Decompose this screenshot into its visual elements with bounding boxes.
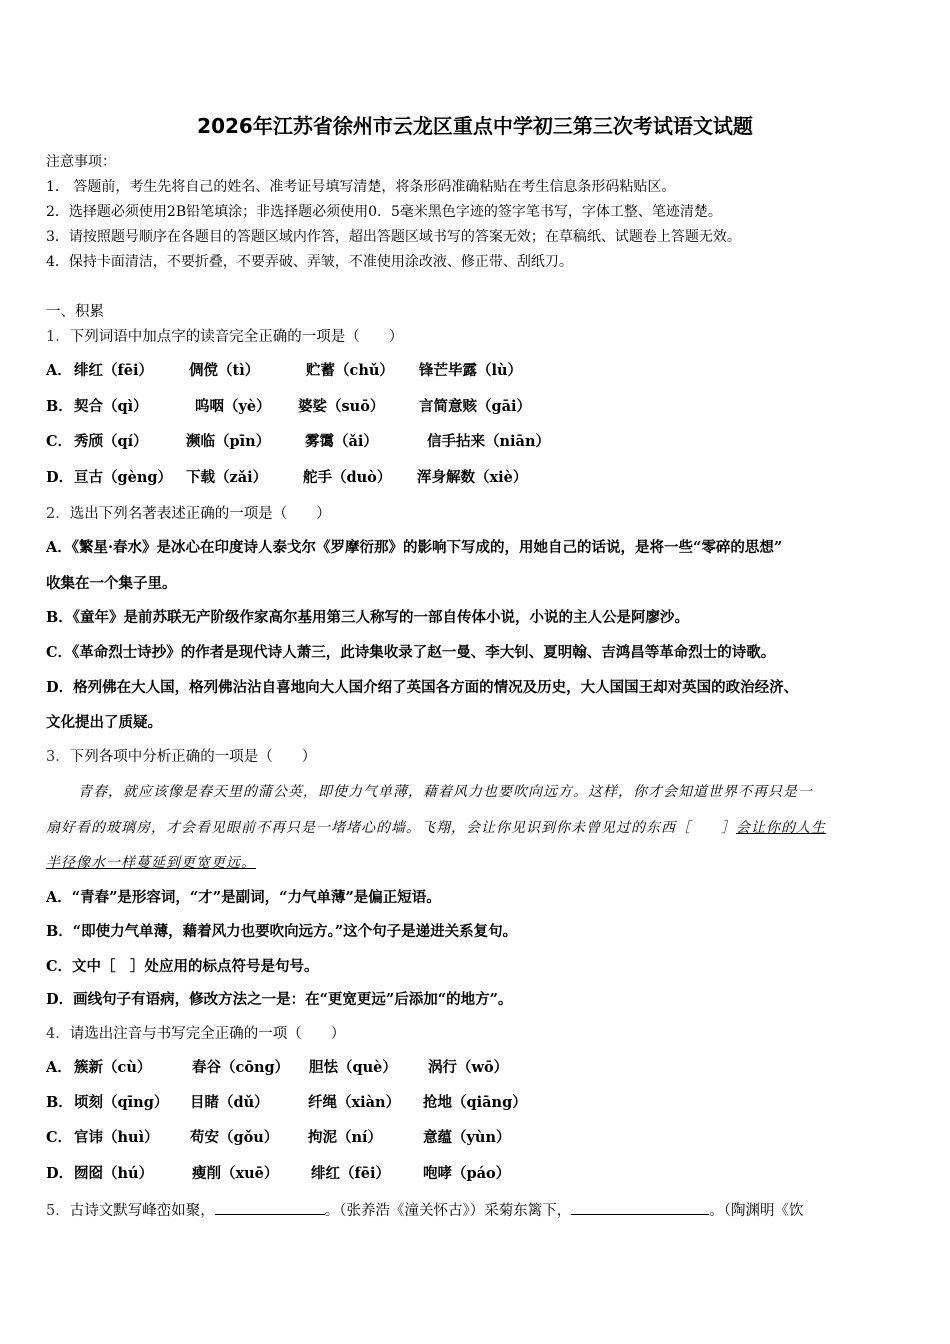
q4-option-c-label: C．: [46, 1129, 73, 1146]
q3-stem: [46, 747, 906, 767]
q4-option-a-item-1: 簇新（cù）: [74, 1059, 152, 1076]
q3-number: 3．: [46, 749, 70, 765]
notice-item-3: 3．请按照题号顺序在各题目的答题区域内作答，超出答题区域书写的答案无效；在草稿纸、试题卷上答题无效。: [46, 229, 741, 245]
q1-option-c-item-2: 濒临（pīn）: [186, 433, 271, 450]
q5-answer-blank-2[interactable]: [571, 1200, 709, 1215]
notice-item-4: 4．保持卡面清洁，不要折叠，不要弄破、弄皱，不准使用涂改液、修正带、刮纸刀。: [46, 254, 573, 270]
q1-option-d-label: D．: [46, 469, 74, 486]
q4-option-a-item-3: 胆怯（què）: [309, 1059, 397, 1076]
q4-option-b-item-2: 目睹（dǔ）: [190, 1094, 269, 1111]
q1-option-a-label: A．: [46, 362, 72, 379]
notice-item-1: 1． 答题前，考生先将自己的姓名、准考证号填写清楚，将条形码准确粘贴在考生信息条形码粘贴区。: [46, 179, 676, 195]
q4-option-c-item-1: 官讳（huì）: [74, 1129, 159, 1146]
q1-option-c-item-1: 秀颀（qí）: [74, 433, 148, 450]
q4-option-d-item-4: 咆哮（páo）: [423, 1165, 511, 1182]
q1-option-d-item-4: 浑身解数（xiè）: [417, 469, 528, 486]
q1-option-d-item-1: 亘古（gèng）: [74, 469, 173, 486]
q1-option-a-item-4: 锋芒毕露（lù）: [419, 362, 523, 379]
q1-option-d-item-2: 下载（zǎi）: [186, 469, 268, 486]
q4-option-a-label: A．: [46, 1059, 72, 1076]
q1-option-a-item-2: 倜傥（tì）: [189, 362, 260, 379]
q3-option-c[interactable]: C．文中［ ］处应用的标点符号是句号。: [46, 958, 319, 975]
q2-option-c[interactable]: C．《革命烈士诗抄》的作者是现代诗人萧三，此诗集收录了赵一曼、李大钊、夏明翰、吉鸿昌等革命烈士的诗歌。: [46, 644, 776, 661]
notice-heading: 注意事项：: [46, 154, 116, 170]
q5-number: 5．: [46, 1203, 70, 1219]
q3-passage-line-2-text: 扇好看的玻璃房，才会看见眼前不再只是一堵堵心的墙。飞翔，会让你见识到你未曾见过的东西［ ］: [46, 820, 736, 836]
q4-option-d-item-3: 绯红（fēi）: [311, 1165, 390, 1182]
q2-option-d-line-1[interactable]: D．格列佛在大人国，格列佛沾沾自喜地向大人国介绍了英国各方面的情况及历史，大人国国王却对英国的政治经济、: [46, 679, 799, 696]
q1-option-a-item-3: 贮蓄（chǔ）: [306, 362, 394, 379]
q4-option-b-item-1: 顷刻（qīng）: [74, 1094, 169, 1111]
q3-underlined-sentence-part-1: 会让你的人生: [736, 820, 826, 836]
q4-option-c-item-3: 拘泥（ní）: [308, 1129, 383, 1146]
q5-stem: [46, 1200, 906, 1221]
notice-item-2: 2．选择题必须使用2B铅笔填涂；非选择题必须使用0．5毫米黑色字迹的签字笔书写，字体工整、笔迹清楚。: [46, 204, 722, 220]
q5-answer-blank-1[interactable]: [215, 1200, 325, 1215]
q3-option-b[interactable]: B．“即使力气单薄，藉着风力也要吹向远方。”这个句子是递进关系复句。: [46, 923, 518, 940]
q5-text-part-2: 。（张养浩《潼关怀古》）采菊东篱下，: [324, 1203, 572, 1219]
q2-option-d-line-2: 文化提出了质疑。: [46, 714, 162, 731]
q1-option-b-item-4: 言简意赅（gāi）: [419, 398, 532, 415]
q4-option-a-item-4: 涡行（wō）: [428, 1059, 509, 1076]
q4-number: 4．: [46, 1026, 70, 1042]
q5-text-part-1: 古诗文默写峰峦如聚，: [69, 1203, 215, 1219]
q4-option-c-item-4: 意蕴（yùn）: [423, 1129, 511, 1146]
q2-stem-text: 选出下列名著表述正确的一项是（ ）: [69, 506, 331, 522]
q2-number: 2．: [46, 506, 70, 522]
q1-number: 1．: [46, 329, 70, 345]
q3-passage-line-3: [46, 853, 906, 873]
q4-option-b-item-4: 抢地（qiāng）: [423, 1094, 527, 1111]
q4-option-a-item-2: 春谷（cōng）: [192, 1059, 290, 1076]
q1-option-c-label: C．: [46, 433, 73, 450]
q4-option-d-item-2: 瘦削（xuē）: [192, 1165, 279, 1182]
q4-option-d-label: D．: [46, 1165, 74, 1182]
section-heading: 一、积累: [46, 304, 104, 320]
q1-option-d-item-3: 舵手（duò）: [303, 469, 392, 486]
q1-option-b-item-1: 契合（qì）: [74, 398, 148, 415]
q3-option-a[interactable]: A．“青春”是形容词，“才”是副词，“力气单薄”是偏正短语。: [46, 889, 441, 906]
page-title: 2026年江苏省徐州市云龙区重点中学初三第三次考试语文试题: [197, 114, 753, 138]
q1-option-c-item-4: 信手拈来（niān）: [427, 433, 550, 450]
q2-option-b[interactable]: B．《童年》是前苏联无产阶级作家高尔基用第三人称写的一部自传体小说，小说的主人公是阿廖沙。: [46, 609, 690, 626]
q3-stem-text: 下列各项中分析正确的一项是（ ）: [69, 749, 317, 765]
q1-option-b-label: B．: [46, 398, 73, 415]
q4-option-b-label: B．: [46, 1094, 73, 1111]
q1-stem: [46, 327, 906, 347]
q3-passage-line-1: 青春，就应该像是春天里的蒲公英，即使力气单薄，藉着风力也要吹向远方。这样，你才会知道世界不再只是一: [78, 784, 813, 800]
q2-stem: [46, 504, 906, 524]
q3-underlined-sentence-part-2: 半径像水一样蔓延到更宽更远。: [46, 855, 256, 871]
q4-option-c-item-2: 苟安（gǒu）: [190, 1129, 279, 1146]
q3-passage-line-2: [46, 818, 906, 838]
q4-option-b-item-3: 纤绳（xiàn）: [308, 1094, 401, 1111]
q4-option-d-item-1: 囫囵（hú）: [74, 1165, 154, 1182]
q1-option-a-item-1: 绯红（fēi）: [74, 362, 153, 379]
q5-text-part-3: 。（陶渊明《饮: [709, 1203, 804, 1219]
q1-option-b-item-2: 呜咽（yè）: [195, 398, 271, 415]
q1-option-c-item-3: 雾霭（ǎi）: [305, 433, 378, 450]
q2-option-a-line-1[interactable]: A．《繁星·春水》是冰心在印度诗人泰戈尔《罗摩衍那》的影响下写成的，用她自己的话说，是将一些“零碎的思想”: [46, 539, 783, 556]
q1-stem-text: 下列词语中加点字的读音完全正确的一项是（ ）: [69, 329, 404, 345]
q2-option-a-line-2: 收集在一个集子里。: [46, 575, 177, 592]
q3-option-d[interactable]: D．画线句子有语病，修改方法之一是：在“更宽更远”后添加“的地方”。: [46, 991, 513, 1008]
q1-option-b-item-3: 婆娑（suō）: [298, 398, 385, 415]
q4-stem-text: 请选出注音与书写完全正确的一项（ ）: [69, 1026, 346, 1042]
q4-stem: [46, 1024, 906, 1044]
